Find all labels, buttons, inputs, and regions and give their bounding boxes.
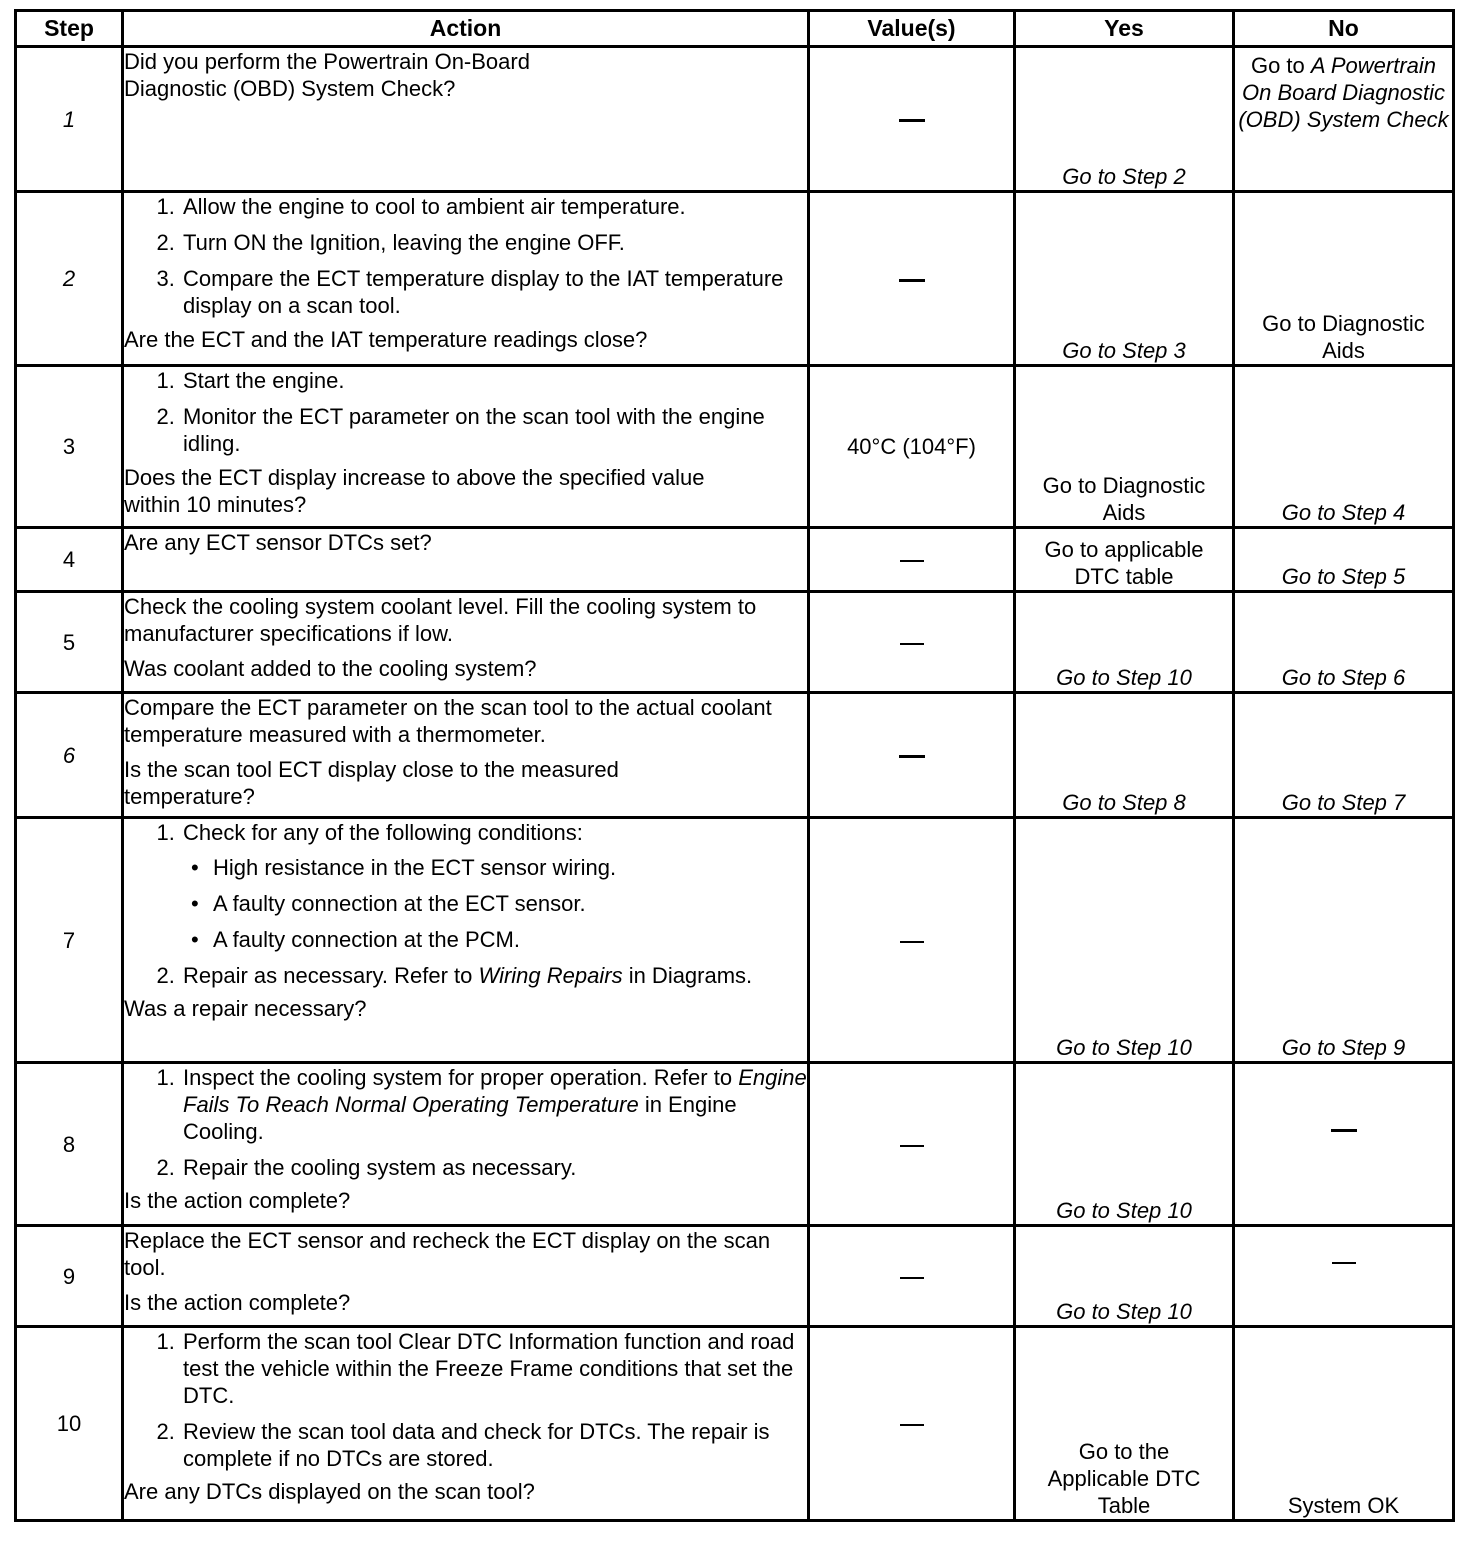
value-cell: [809, 1226, 1015, 1327]
condition-item: • High resistance in the ECT sensor wiring.: [191, 854, 807, 881]
header-row: [16, 11, 1454, 47]
header-values: Value(s): [809, 11, 1015, 47]
value-dash: [900, 1424, 924, 1426]
condition-item: • A faulty connection at the ECT sensor.: [191, 890, 807, 917]
action-step: 2. Turn ON the Ignition, leaving the engine OFF.: [181, 229, 807, 256]
value-spec: 40°C (104°F): [847, 434, 976, 459]
table-row: [16, 693, 1454, 818]
action-cell: [123, 818, 809, 1063]
value-cell: [809, 47, 1015, 192]
table-row: [16, 1327, 1454, 1521]
action-cell: [123, 1063, 809, 1226]
no-cell: Go to Step 5: [1234, 528, 1454, 592]
value-dash: [899, 755, 925, 758]
table-row: [16, 47, 1454, 192]
action-cell: [123, 47, 809, 192]
value-cell: [809, 592, 1015, 693]
reference-link[interactable]: Engine Fails To Reach Normal Operating Temperature: [183, 1065, 807, 1117]
header-no: No: [1234, 11, 1454, 47]
step-number: 8: [16, 1063, 123, 1226]
action-cell: [123, 1327, 809, 1521]
action-step: 2. Review the scan tool data and check for DTCs. The repair is complete if no DTCs are stored.: [181, 1418, 807, 1472]
action-steps: [124, 1328, 807, 1472]
condition-list: [183, 854, 807, 953]
action-step: 1. Start the engine.: [181, 367, 807, 394]
action-question: Was coolant added to the cooling system?: [124, 656, 537, 681]
yes-cell: Go to Step 10: [1015, 1063, 1234, 1226]
no-cell: Go to Step 6: [1234, 592, 1454, 693]
step-number: 5: [16, 592, 123, 693]
step-number: 10: [16, 1327, 123, 1521]
action-steps: [124, 367, 807, 457]
action-cell: [123, 1226, 809, 1327]
action-cell: [123, 192, 809, 366]
action-step: 2. Monitor the ECT parameter on the scan tool with the engine idling.: [181, 403, 807, 457]
action-step-text: Repair as necessary. Refer to: [183, 963, 479, 988]
value-cell: [809, 1063, 1015, 1226]
action-question: Was a repair necessary?: [124, 996, 367, 1021]
value-dash: [899, 119, 925, 122]
action-cell: [123, 592, 809, 693]
step-number: 2: [16, 192, 123, 366]
action-question: Is the action complete?: [124, 1188, 351, 1213]
step-number: 6: [16, 693, 123, 818]
value-dash: [900, 1145, 924, 1147]
action-question: Does the ECT display increase to above the specified value within 10 minutes?: [124, 465, 705, 517]
action-step: 3. Compare the ECT temperature display to the IAT temperature display on a scan tool.: [181, 265, 807, 319]
action-instruction: Compare the ECT parameter on the scan tool to the actual coolant temperature measured with a thermometer.: [124, 695, 772, 747]
value-dash: [899, 279, 925, 282]
value-cell: [809, 366, 1015, 528]
no-cell: Go to Step 9: [1234, 818, 1454, 1063]
condition-item: • A faulty connection at the PCM.: [191, 926, 807, 953]
table-row: [16, 818, 1454, 1063]
yes-cell: Go to Step 10: [1015, 1226, 1234, 1327]
yes-cell: Go to applicable DTC table: [1015, 528, 1234, 592]
action-question: Are the ECT and the IAT temperature readings close?: [124, 327, 648, 352]
no-dash: [1331, 1129, 1357, 1159]
no-cell: Go to Step 7: [1234, 693, 1454, 818]
value-cell: [809, 528, 1015, 592]
action-cell: [123, 528, 809, 592]
action-question: Is the action complete?: [124, 1290, 351, 1315]
step-number: 1: [16, 47, 123, 192]
no-link-display: Go to A Powertrain On Board Diagnostic (OBD) System Check: [1238, 53, 1449, 132]
value-dash: [900, 941, 924, 943]
step-number: 7: [16, 818, 123, 1063]
value-cell: [809, 818, 1015, 1063]
action-step-text: Inspect the cooling system for proper operation. Refer to: [183, 1065, 739, 1090]
step-number: 9: [16, 1226, 123, 1327]
action-instruction: Replace the ECT sensor and recheck the ECT display on the scan tool.: [124, 1228, 771, 1280]
header-yes: Yes: [1015, 11, 1234, 47]
action-cell: [123, 366, 809, 528]
no-cell: Go to Diagnostic Aids: [1234, 192, 1454, 366]
table-row: [16, 592, 1454, 693]
value-cell: [809, 192, 1015, 366]
table-row: [16, 192, 1454, 366]
no-dash: [1332, 1262, 1356, 1291]
action-cell: [123, 693, 809, 818]
step-number: 4: [16, 528, 123, 592]
yes-cell: Go to Step 3: [1015, 192, 1234, 366]
action-step: 1. Allow the engine to cool to ambient air temperature.: [181, 193, 807, 220]
step-number: 3: [16, 366, 123, 528]
action-steps: [124, 819, 807, 989]
action-question: Are any DTCs displayed on the scan tool?: [124, 1479, 535, 1504]
yes-cell: Go to Step 10: [1015, 592, 1234, 693]
table-row: [16, 1063, 1454, 1226]
yes-cell: Go to the Applicable DTC Table: [1015, 1327, 1234, 1521]
action-steps: [124, 1064, 807, 1181]
action-step: 2. Repair the cooling system as necessary.: [181, 1154, 807, 1181]
action-step-text: in Diagrams.: [622, 963, 753, 988]
action-question: Did you perform the Powertrain On-Board Diagnostic (OBD) System Check?: [124, 49, 530, 101]
yes-cell: Go to Step 10: [1015, 818, 1234, 1063]
action-instruction: Check the cooling system coolant level. Fill the cooling system to manufacturer specifications if low.: [124, 594, 757, 646]
value-dash: [900, 643, 924, 645]
value-cell: [809, 1327, 1015, 1521]
action-step: [181, 962, 807, 989]
no-cell: [1234, 1226, 1454, 1327]
no-cell: [1234, 47, 1454, 192]
value-dash: [900, 1277, 924, 1279]
action-step-text: Check for any of the following conditions:: [183, 820, 583, 845]
action-step: [181, 1064, 807, 1145]
yes-cell: Go to Diagnostic Aids: [1015, 366, 1234, 528]
reference-link[interactable]: Wiring Repairs: [478, 963, 623, 988]
action-question: Are any ECT sensor DTCs set?: [124, 530, 432, 555]
no-link-reference[interactable]: A Powertrain On Board Diagnostic (OBD) System Check: [1238, 53, 1449, 132]
diagnostic-table: [14, 9, 1455, 1522]
no-cell: [1234, 1063, 1454, 1226]
header-action: Action: [123, 11, 809, 47]
no-cell: Go to Step 4: [1234, 366, 1454, 528]
action-step: [181, 819, 807, 953]
action-step-text: in Engine Cooling.: [183, 1092, 737, 1144]
header-step: Step: [16, 11, 123, 47]
table-row: [16, 528, 1454, 592]
yes-cell: Go to Step 2: [1015, 47, 1234, 192]
action-question: Is the scan tool ECT display close to the measured temperature?: [124, 757, 619, 809]
table-row: [16, 1226, 1454, 1327]
table-row: [16, 366, 1454, 528]
value-cell: [809, 693, 1015, 818]
no-cell: System OK: [1234, 1327, 1454, 1521]
action-steps: [124, 193, 807, 319]
value-dash: [900, 560, 924, 562]
yes-cell: Go to Step 8: [1015, 693, 1234, 818]
action-step: 1. Perform the scan tool Clear DTC Information function and road test the vehicle within the Freeze Frame conditions that set the DTC.: [181, 1328, 807, 1409]
